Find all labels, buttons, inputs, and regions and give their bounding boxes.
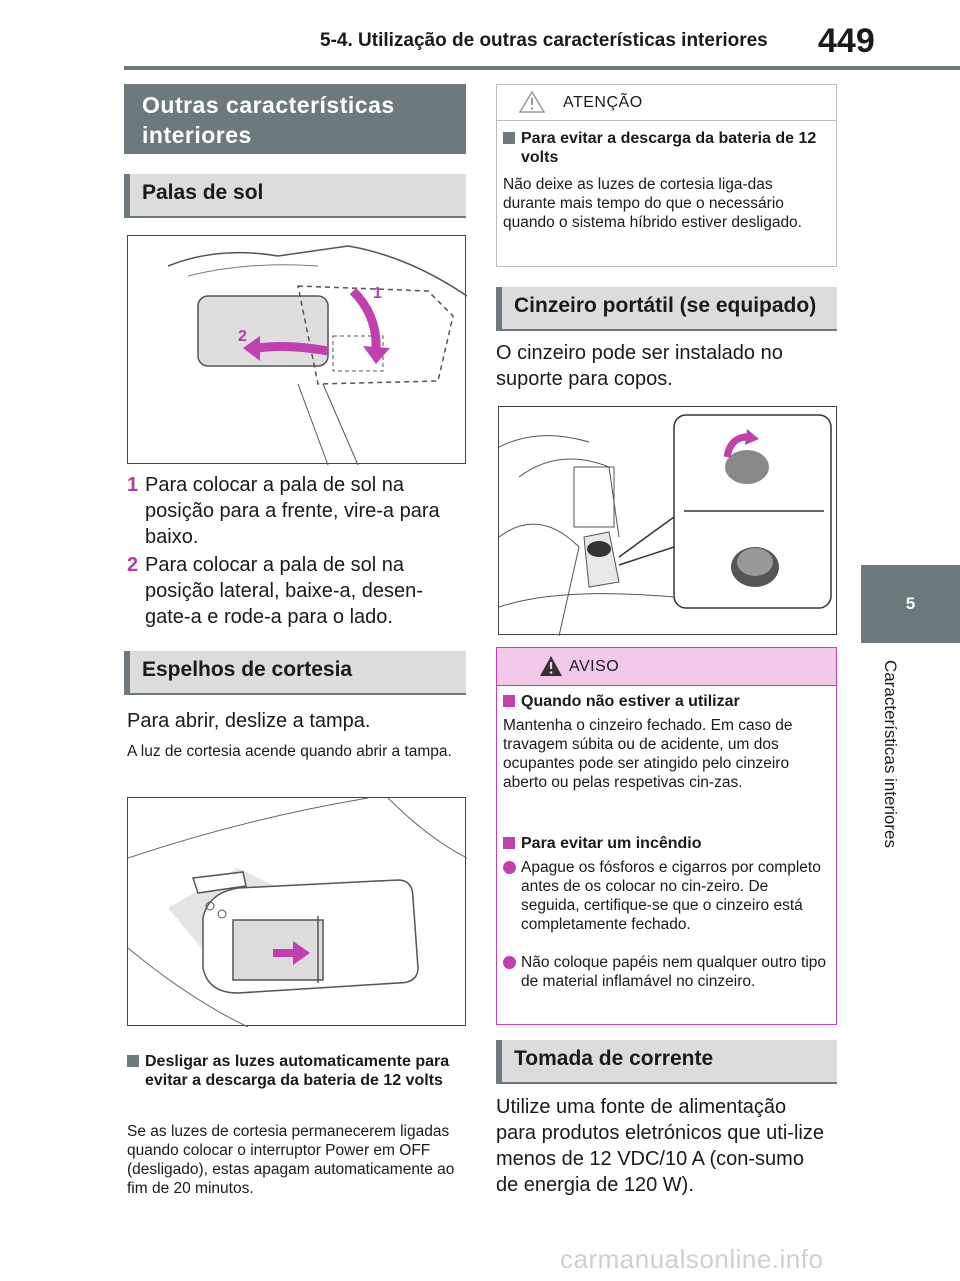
caution-box [496,84,837,267]
section-header-ashtray [496,287,837,331]
square-bullet-icon [127,1055,139,1067]
watermark: carmanualsonline.info [560,1244,824,1274]
square-bullet-icon [503,695,515,707]
header-rule [124,66,960,70]
notice-bullet-1-text: Apague os fósforos e cigarros por completo antes de os colocar no cin-zeiro. De seguida, certifique-se que o cinzeiro está completamente fechado. [521,859,821,933]
vanity-note: A luz de cortesia acende quando abrir a tampa. [127,743,452,760]
ashtray-intro: O cinzeiro pode ser instalado no suporte para copos. [496,342,783,390]
vanity-intro: Para abrir, deslize a tampa. [127,710,371,732]
caution-heading-text: Para evitar a descarga da bateria de 12 volts [521,130,817,166]
round-bullet-icon [503,861,516,874]
ashtray-illustration [499,407,838,636]
chapter-number: 5 [905,594,916,613]
notice-bullet-1 [503,858,828,934]
section-title: Palas de sol [142,181,264,204]
notice-heading-1 [503,692,828,711]
figure-label-1: 1 [373,285,382,302]
chapter-title-vertical [880,660,920,890]
square-bullet-icon [503,837,515,849]
section-title: Espelhos de cortesia [142,658,353,681]
caution-heading [503,129,828,167]
step-number: 2 [127,554,139,576]
step-2 [127,552,465,630]
auto-off-heading [127,1052,465,1090]
ashtray-figure [498,406,837,635]
notice-bullet-2 [503,953,828,991]
notice-header [497,648,836,686]
step-text: Para colocar a pala de sol na posição lateral, baixe-a, desen-gate-a e rode-a para o lado. [145,554,423,628]
warning-triangle-icon [519,90,545,114]
square-bullet-icon [503,132,515,144]
main-title: Outras características interiores [142,92,395,148]
warning-triangle-icon [539,655,563,677]
main-title-block [124,84,466,154]
vanity-mirror-illustration [128,798,467,1027]
section-header-vanity-mirrors [124,651,466,695]
chapter-title: Características interiores [881,660,900,849]
step-number: 1 [127,474,139,496]
section-header-power-outlet [496,1040,837,1084]
caution-header [497,85,836,121]
section-header-sun-visors [124,174,466,218]
notice-title: AVISO [569,658,620,675]
caution-text: Não deixe as luzes de cortesia liga-das durante mais tempo do que o necessário quando o sistema híbrido estiver desligado. [503,176,802,231]
notice-heading-2-text: Para evitar um incêndio [521,835,702,852]
section-title: Tomada de corrente [514,1047,714,1070]
running-header-title: 5-4. Utilização de outras características interiores [320,30,768,51]
section-title: Cinzeiro portátil (se equipado) [514,294,817,317]
notice-text-1: Mantenha o cinzeiro fechado. Em caso de travagem súbita ou de acidente, um dos ocupantes pode ser atingido pelo cinzeiro aberto ou pelas respetivas cin-zas. [503,717,793,791]
page-number: 449 [818,22,875,60]
caution-title: ATENÇÃO [563,94,643,111]
figure-label-2: 2 [238,328,247,345]
vanity-mirror-figure [127,797,466,1026]
auto-off-heading-text: Desligar as luzes automaticamente para evitar a descarga da bateria de 12 volts [145,1053,450,1089]
round-bullet-icon [503,956,516,969]
step-text: Para colocar a pala de sol na posição para a frente, vire-a para baixo. [145,474,440,548]
sun-visor-figure [127,235,466,464]
sun-visor-illustration [128,236,467,465]
notice-box [496,647,837,1025]
notice-heading-2 [503,834,828,853]
power-outlet-text: Utilize uma fonte de alimentação para produtos eletrónicos que uti-lize menos de 12 VDC/10 A (con-sumo de energia de 120 W). [496,1096,824,1196]
notice-heading-1-text: Quando não estiver a utilizar [521,693,740,710]
step-1 [127,472,465,550]
notice-bullet-2-text: Não coloque papéis nem qualquer outro tipo de material inflamável no cinzeiro. [521,954,827,990]
auto-off-text: Se as luzes de cortesia permanecerem ligadas quando colocar o interruptor Power em OFF (desligado), estas apagam automaticamente ao fim de 20 minutos. [127,1123,455,1197]
